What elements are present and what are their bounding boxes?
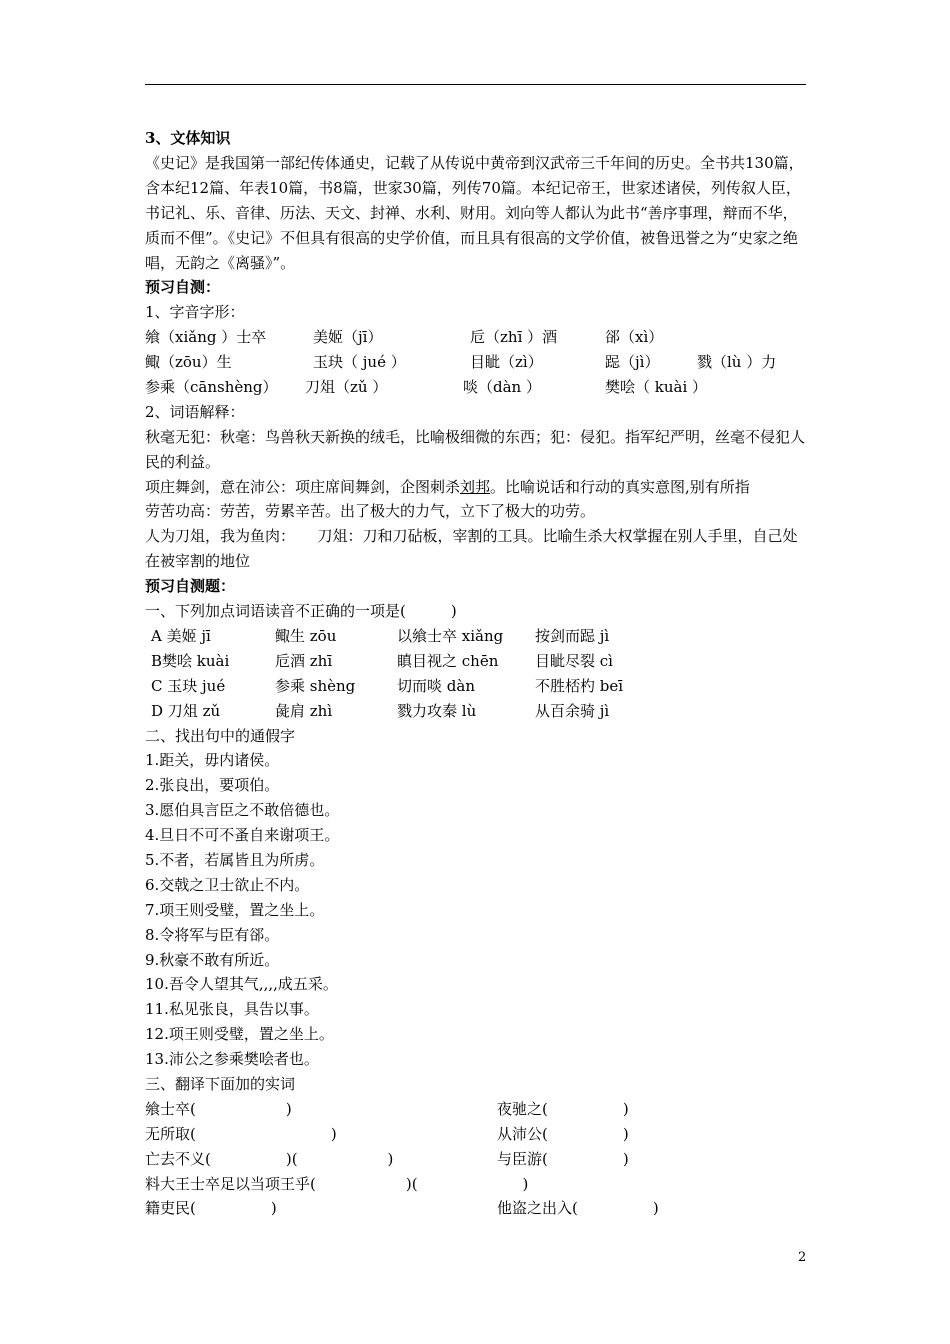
term-definition: 劳苦功高：劳苦，劳累辛苦。出了极大的力气，立下了极大的功劳。: [145, 502, 596, 521]
tongjia-item: 10.吾令人望其气,,,,成五采。: [145, 975, 338, 994]
translate-item: 与臣游( ): [497, 1149, 629, 1168]
option-item: 戮力攻秦 lù: [397, 701, 477, 720]
option-item: 目眦尽裂 cì: [535, 651, 613, 670]
option-item: 按剑而跽 jì: [535, 626, 610, 645]
shiji-paragraph: 《史记》是我国第一部纪传体通史，记载了从传说中黄帝到汉武帝三千年间的历史。全书共130篇，含本纪12篇、年表10篇，书8篇，世家30篇，列传70篇。本纪记帝王，世家述诸侯，列传叙人臣，书记礼、乐、音律、历法、天文、封禅、水利、财用。刘向等人都认为此书“善序事理，辩而不华，质而不俚”。《史记》不但具有很高的史学价值，而且具有很高的文学价值，被鲁迅誉之为“史家之绝唱，无韵之《离骚》”。: [145, 153, 804, 272]
tongjia-item: 9.秋豪不敢有所近。: [145, 950, 280, 969]
translate-item: 无所取( ): [145, 1124, 337, 1143]
pronunciation-item: 跽（jì）: [605, 353, 660, 372]
pronunciation-item: 飨（xiǎng ）士卒: [145, 328, 267, 347]
translate-row: [145, 1172, 810, 1197]
page-number: 2: [798, 1250, 807, 1265]
option-item: 卮酒 zhī: [275, 651, 333, 670]
translate-item: 从沛公( ): [497, 1124, 629, 1143]
term-definition: 秋毫无犯：秋毫：鸟兽秋天新换的绒毛，比喻极细微的东西；犯：侵犯。指军纪严明，丝毫不侵犯人民的利益。: [145, 427, 806, 471]
pronunciation-item: 卮（zhī ）酒: [470, 328, 558, 347]
tongjia-item: 5.不者，若属皆且为所虏。: [145, 850, 325, 869]
translate-item: 籍吏民( ): [145, 1199, 277, 1218]
pronunciation-row: [145, 350, 810, 375]
option-item: C 玉玦 jué: [151, 676, 226, 695]
option-item: 从百余骑 jì: [535, 701, 610, 720]
tongjia-item: 2.张良出，要项伯。: [145, 776, 280, 795]
option-item: D 刀俎 zǔ: [151, 701, 221, 720]
pronunciation-row: [145, 325, 810, 350]
tongjia-item: 12.项王则受璧，置之坐上。: [145, 1025, 334, 1044]
translate-item: 飨士卒( ): [145, 1099, 292, 1118]
option-item: B樊哙 kuài: [151, 651, 230, 670]
option-row: [145, 674, 810, 699]
option-item: 瞋目视之 chēn: [397, 651, 499, 670]
pronunciation-item: 戮（lù ）力: [697, 353, 777, 372]
tongjia-item: 13.沛公之参乘樊哙者也。: [145, 1050, 319, 1069]
pronunciation-item: 参乘（cānshèng）: [145, 377, 278, 396]
header-rule: [145, 84, 806, 85]
translate-item: 夜驰之( ): [497, 1099, 629, 1118]
tongjia-item: 3.愿伯具言臣之不敢倍德也。: [145, 801, 340, 820]
pronunciation-item: 玉玦（ jué ）: [313, 353, 406, 372]
translate-item: 料大王士卒足以当项王乎( )( ): [145, 1174, 529, 1193]
pronunciation-row: [145, 375, 810, 400]
translate-row: [145, 1097, 810, 1122]
option-row: [145, 649, 810, 674]
exercise-title: 预习自测题：: [145, 577, 236, 596]
option-row: [145, 699, 810, 724]
term-definition: 项庄舞剑，意在沛公：项庄席间舞剑，企图刺杀刘邦。比喻说话和行动的真实意图,别有所指: [145, 477, 750, 496]
preview-title: 预习自测：: [145, 278, 221, 297]
term-definition: 人为刀俎，我为鱼肉： 刀俎：刀和刀砧板，宰割的工具。比喻生杀大权掌握在别人手里，自己处在被宰割的地位: [145, 527, 798, 571]
terms-heading: 2、词语解释：: [145, 402, 245, 421]
tongjia-item: 6.交戟之卫士欲止不内。: [145, 875, 310, 894]
option-item: 不胜桮杓 beī: [535, 676, 624, 695]
pronunciation-item: 美姬（jī）: [313, 328, 383, 347]
tongjia-item: 11.私见张良，具告以事。: [145, 1000, 319, 1019]
part2-title: 二、找出句中的通假字: [145, 726, 296, 745]
pronunciation-item: 鲰（zōu）生: [145, 353, 232, 372]
part1-title: 一、下列加点词语读音不正确的一项是( ): [145, 602, 457, 621]
translate-row: [145, 1147, 810, 1172]
translate-item: 他盗之出入( ): [497, 1199, 659, 1218]
translate-item: 亡去不义( )( ): [145, 1149, 394, 1168]
pronunciation-item: 郤（xì）: [605, 328, 664, 347]
tongjia-item: 4.旦日不可不蚤自来谢项王。: [145, 826, 340, 845]
option-item: 参乘 shèng: [275, 676, 356, 695]
pronunciation-heading: 1、字音字形：: [145, 303, 245, 322]
tongjia-item: 7.项王则受璧，置之坐上。: [145, 900, 325, 919]
pronunciation-item: 樊哙（ kuài ）: [605, 377, 708, 396]
section-title: 3、文体知识: [145, 129, 231, 147]
pronunciation-item: 啖（dàn ）: [463, 377, 541, 396]
option-item: 彘肩 zhì: [275, 701, 333, 720]
option-item: A 美姬 jī: [151, 626, 211, 645]
pronunciation-item: 刀俎（zǔ ）: [305, 377, 388, 396]
liubang-link: 刘邦: [460, 477, 491, 496]
translate-row: [145, 1196, 810, 1221]
option-row: [145, 624, 810, 649]
tongjia-item: 1.距关，毋内诸侯。: [145, 751, 280, 770]
tongjia-item: 8.令将军与臣有郤。: [145, 925, 280, 944]
option-item: 切而啖 dàn: [397, 676, 475, 695]
pronunciation-item: 目眦（zì）: [470, 353, 543, 372]
translate-row: [145, 1122, 810, 1147]
option-item: 以飨士卒 xiǎng: [397, 626, 504, 645]
part3-title: 三、翻译下面加的实词: [145, 1074, 296, 1093]
option-item: 鲰生 zōu: [275, 626, 337, 645]
page-content: [145, 126, 810, 1221]
